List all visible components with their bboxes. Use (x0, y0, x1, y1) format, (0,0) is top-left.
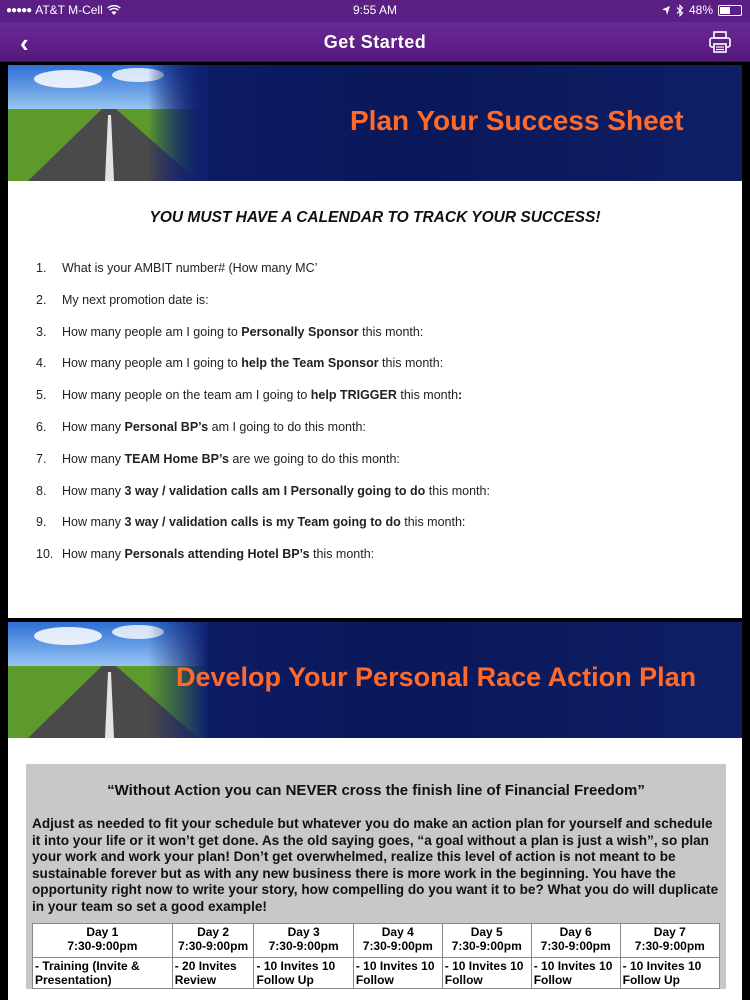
battery-icon (718, 5, 742, 16)
signal-dots-icon: ●●●●● (6, 4, 32, 16)
day-label: Day 1 (86, 925, 119, 939)
question-emphasis: Personals attending Hotel BP’s (124, 547, 310, 562)
day-time: 7:30-9:00pm (540, 939, 611, 953)
action-paragraph: Adjust as needed to fit your schedule but whatever you do make an action plan for yourself and schedule it into your life or it won’t get done. As the old saying goes, “a goal without a plan is just a wish”, so plan your work and work your plan! Don’t get overwhelmed, realize this level of action is not meant to be sustainable forever but as with any new business there is more work in the beginning. You have the opportunity right now to write your story, how compelling do you want it to be? What you do will duplicate in your team so set a good example! (32, 816, 719, 914)
success-sheet-banner (8, 65, 742, 181)
day-tasks-cell: - 10 Invites 10 Follow Up (620, 958, 719, 989)
question-number: 6. (36, 419, 47, 434)
day-label: Day 4 (381, 925, 414, 939)
question-fragment: this month: (378, 356, 444, 371)
question-fragment: How many people am I going to (62, 324, 242, 339)
question-emphasis: Personal BP’s (124, 419, 209, 434)
question-fragment: How many (62, 419, 125, 434)
calendar-callout: YOU MUST HAVE A CALENDAR TO TRACK YOUR SUCCESS! (149, 209, 601, 226)
day-tasks-cell: - 20 Invites Review (172, 958, 254, 989)
list-item (36, 325, 742, 357)
question-text (62, 484, 490, 516)
day-label: Day 2 (197, 925, 230, 939)
question-text (62, 293, 209, 325)
battery-percent: 48% (688, 3, 713, 17)
question-number: 8. (36, 483, 47, 498)
list-item (36, 515, 742, 547)
day-time: 7:30-9:00pm (268, 939, 339, 953)
day-time: 7:30-9:00pm (362, 939, 433, 953)
printer-icon[interactable] (708, 30, 732, 54)
day-schedule-table (32, 923, 720, 989)
day-header-cell (254, 924, 353, 958)
status-time: 9:55 AM (352, 3, 398, 17)
question-emphasis: Personally Sponsor (241, 324, 359, 339)
question-emphasis: TEAM Home BP’s (124, 451, 229, 466)
day-time: 7:30-9:00pm (451, 939, 522, 953)
day-header-cell (442, 924, 531, 958)
day-label: Day 6 (559, 925, 592, 939)
day-label: Day 3 (287, 925, 320, 939)
question-fragment: How many (62, 483, 125, 498)
question-fragment: this month: (358, 324, 424, 339)
question-text (62, 515, 465, 547)
list-item (36, 547, 742, 579)
list-item (36, 452, 742, 484)
day-tasks-cell: - 10 Invites 10 Follow Up (254, 958, 353, 989)
day-time: 7:30-9:00pm (67, 939, 138, 953)
success-sheet-title: Plan Your Success Sheet (350, 105, 684, 136)
question-number: 10. (36, 547, 54, 562)
question-fragment: this month (396, 388, 459, 403)
question-emphasis: : (458, 388, 463, 403)
table-row (33, 958, 720, 989)
question-number: 5. (36, 388, 47, 403)
day-tasks-cell: - 10 Invites 10 Follow (442, 958, 531, 989)
list-item (36, 356, 742, 388)
page-title: Get Started (323, 32, 427, 52)
question-fragment: My next promotion date is: (62, 292, 209, 307)
bluetooth-icon (676, 4, 684, 17)
question-text (62, 388, 462, 420)
day-tasks-cell: - 10 Invites 10 Follow (353, 958, 442, 989)
question-number: 3. (36, 324, 47, 339)
day-header-cell (531, 924, 620, 958)
question-fragment: am I going to do this month: (208, 419, 366, 434)
question-emphasis: 3 way / validation calls is my Team going to do (124, 515, 401, 530)
question-fragment: How many (62, 451, 125, 466)
question-fragment: How many people am I going to (62, 356, 242, 371)
carrier-label: AT&T M-Cell (35, 3, 103, 17)
document-viewer[interactable] (0, 62, 750, 1000)
question-text (62, 356, 443, 388)
day-time: 7:30-9:00pm (178, 939, 249, 953)
day-label: Day 5 (470, 925, 503, 939)
question-list (36, 261, 742, 579)
table-header-row (33, 924, 720, 958)
action-quote: “Without Action you can NEVER cross the finish line of Financial Freedom” (107, 782, 645, 799)
race-action-plan-page (8, 622, 742, 1000)
race-action-plan-title: Develop Your Personal Race Action Plan (176, 662, 697, 692)
success-sheet-page (8, 65, 742, 618)
question-text (62, 547, 374, 579)
question-fragment: are we going to do this month: (228, 451, 400, 466)
list-item (36, 261, 742, 293)
question-emphasis: help the Team Sponsor (241, 356, 379, 371)
list-item (36, 484, 742, 516)
question-number: 2. (36, 292, 47, 307)
question-number: 7. (36, 451, 47, 466)
question-number: 1. (36, 261, 47, 275)
day-header-cell (33, 924, 173, 958)
status-bar (0, 0, 750, 22)
day-header-cell (172, 924, 254, 958)
question-text (62, 325, 423, 357)
list-item (36, 420, 742, 452)
question-fragment: this month: (309, 547, 375, 562)
question-fragment: this month: (425, 483, 490, 498)
question-text (62, 420, 366, 452)
day-time: 7:30-9:00pm (634, 939, 705, 953)
day-header-cell (620, 924, 719, 958)
question-fragment: How many people on the team am I going to (62, 388, 311, 403)
question-number: 9. (36, 515, 47, 530)
question-number: 4. (36, 356, 47, 371)
day-header-cell (353, 924, 442, 958)
day-tasks-cell: - 10 Invites 10 Follow (531, 958, 620, 989)
question-fragment: How many (62, 547, 125, 562)
list-item (36, 388, 742, 420)
road-image (8, 65, 208, 181)
race-action-plan-banner (8, 622, 742, 738)
question-text (62, 452, 400, 484)
question-fragment: this month: (400, 515, 466, 530)
day-label: Day 7 (653, 925, 686, 939)
day-tasks-cell: - Training (Invite & Presentation) (33, 958, 173, 989)
action-plan-box (26, 764, 726, 989)
list-item (36, 293, 742, 325)
location-icon (661, 5, 671, 16)
question-emphasis: 3 way / validation calls am I Personally going to do (124, 483, 426, 498)
question-text (62, 261, 317, 293)
back-button[interactable]: ‹ (20, 28, 29, 58)
navigation-bar (0, 22, 750, 62)
question-emphasis: help TRIGGER (310, 388, 397, 403)
question-fragment: How many (62, 515, 125, 530)
question-fragment: What is your AMBIT number# (How many MC’ (62, 261, 318, 275)
